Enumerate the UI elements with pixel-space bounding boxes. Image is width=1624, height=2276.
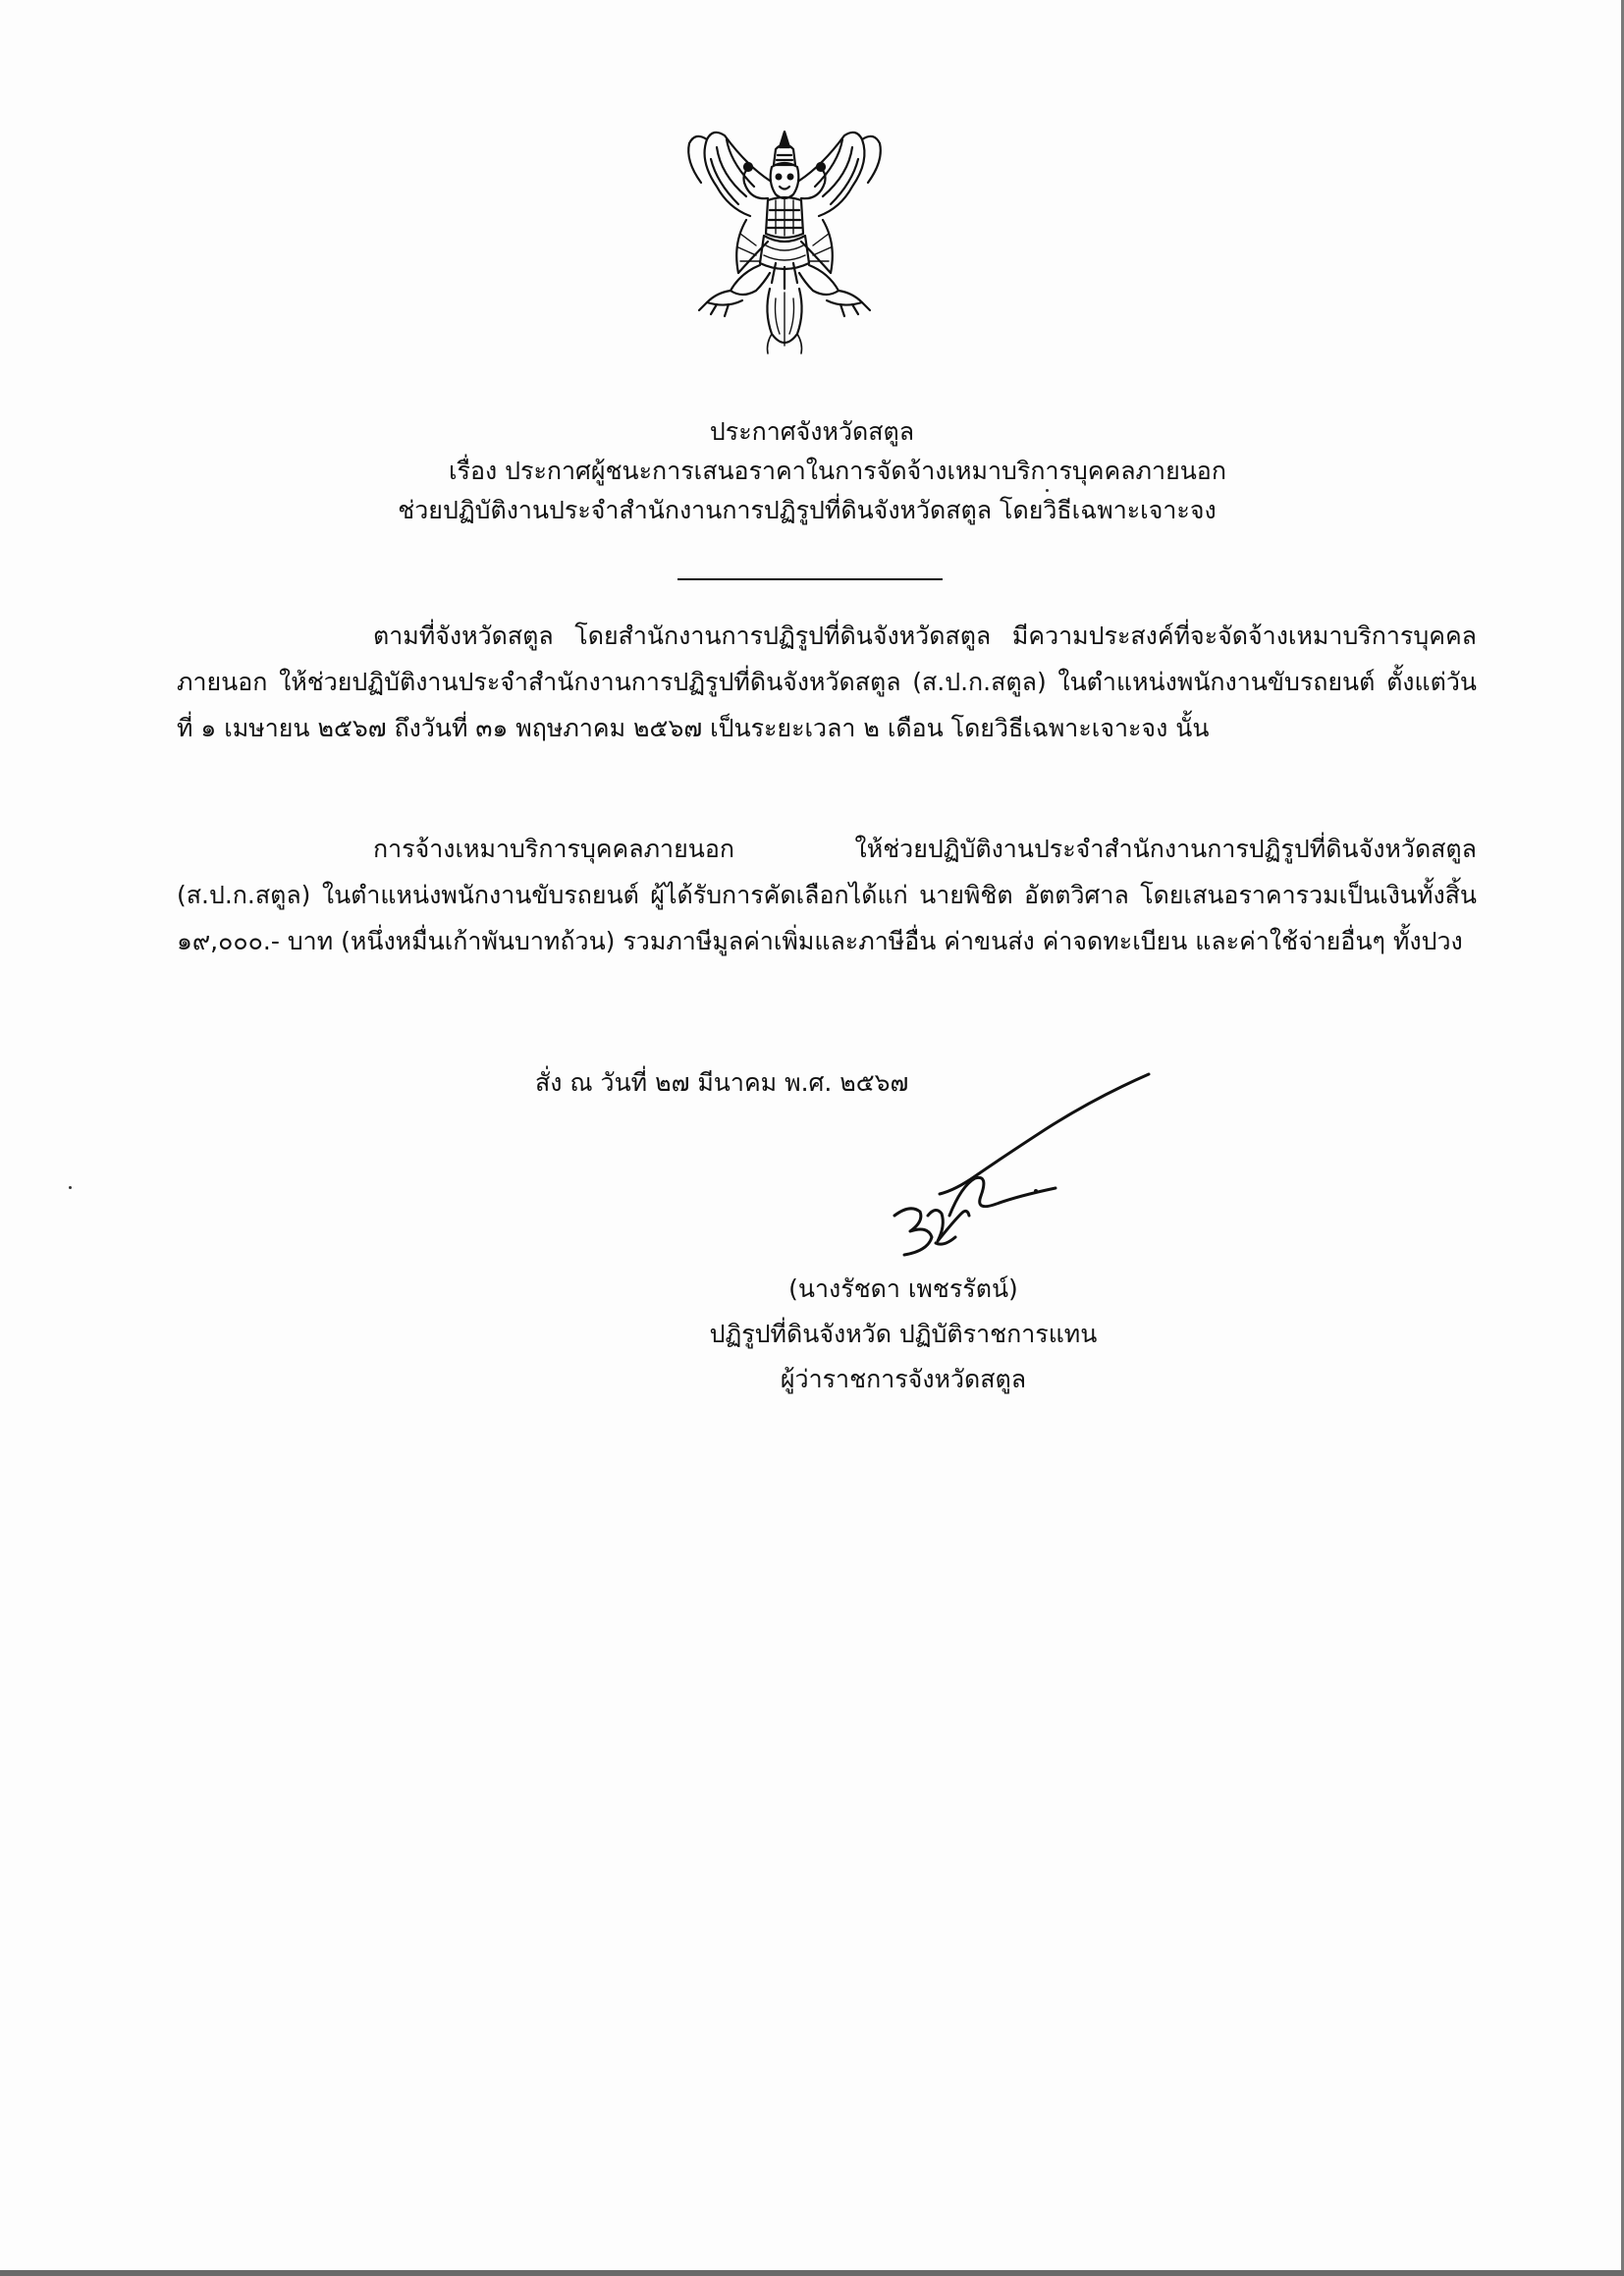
body-paragraph-1: ตามที่จังหวัดสตูล โดยสำนักงานการปฏิรูปที่ดินจังหวัดสตูล มีความประสงค์ที่จะจัดจ้างเหมาบริการบุคคลภายนอก ให้ช่วยปฏิบัติงานประจำสำนักงานการปฏิรูปที่ดินจังหวัดสตูล (ส.ป.ก.สตูล) ในตำแหน่งพนักงานขับรถยนต์ ตั้งแต่วันที่ ๑ เมษายน ๒๕๖๗ ถึงวันที่ ๓๑ พฤษภาคม ๒๕๖๗ เป็นระยะเวลา ๒ เดือน โดยวิธีเฉพาะเจาะจง นั้น bbox=[177, 622, 1477, 742]
issue-date: สั่ง ณ วันที่ ๒๗ มีนาคม พ.ศ. ๒๕๖๗ bbox=[535, 1068, 909, 1097]
header-subject: เรื่อง ประกาศผู้ชนะการเสนอราคาในการจัดจ้างเหมาบริการบุคคลภายนอก bbox=[449, 457, 1226, 485]
scan-speck bbox=[1046, 489, 1049, 492]
header-divider bbox=[677, 578, 943, 580]
signatory-name: (นางรัชดา เพชรรัตน์) bbox=[788, 1274, 1018, 1303]
header-title: ประกาศจังหวัดสตูล bbox=[709, 417, 915, 446]
scan-edge bbox=[0, 2270, 1624, 2276]
signatory-block bbox=[628, 1267, 1178, 1402]
body-paragraph-2: การจ้างเหมาบริการบุคคลภายนอก ให้ช่วยปฏิบัติงานประจำสำนักงานการปฏิรูปที่ดินจังหวัดสตูล (ส.ป.ก.สตูล) ในตำแหน่งพนักงานขับรถยนต์ ผู้ได้รับการคัดเลือกได้แก่ นายพิชิต อัตตวิศาล โดยเสนอราคารวมเป็นเงินทั้งสิ้น ๑๙,๐๐๐.- บาท (หนึ่งหมื่นเก้าพันบาทถ้วน) รวมภาษีมูลค่าเพิ่มและภาษีอื่น ค่าขนส่ง ค่าจดทะเบียน และค่าใช้จ่ายอื่นๆ ทั้งปวง bbox=[177, 835, 1477, 955]
document-header bbox=[0, 412, 1624, 530]
handwritten-signature bbox=[859, 1068, 1159, 1265]
scan-speck bbox=[69, 1186, 72, 1189]
signatory-title: ผู้ว่าราชการจังหวัดสตูล bbox=[780, 1365, 1027, 1393]
header-subject-continued: ช่วยปฏิบัติงานประจำสำนักงานการปฏิรูปที่ดินจังหวัดสตูล โดยวิธีเฉพาะเจาะจง bbox=[398, 496, 1217, 524]
signatory-position: ปฏิรูปที่ดินจังหวัด ปฏิบัติราชการแทน bbox=[709, 1320, 1098, 1348]
garuda-emblem bbox=[677, 126, 892, 357]
